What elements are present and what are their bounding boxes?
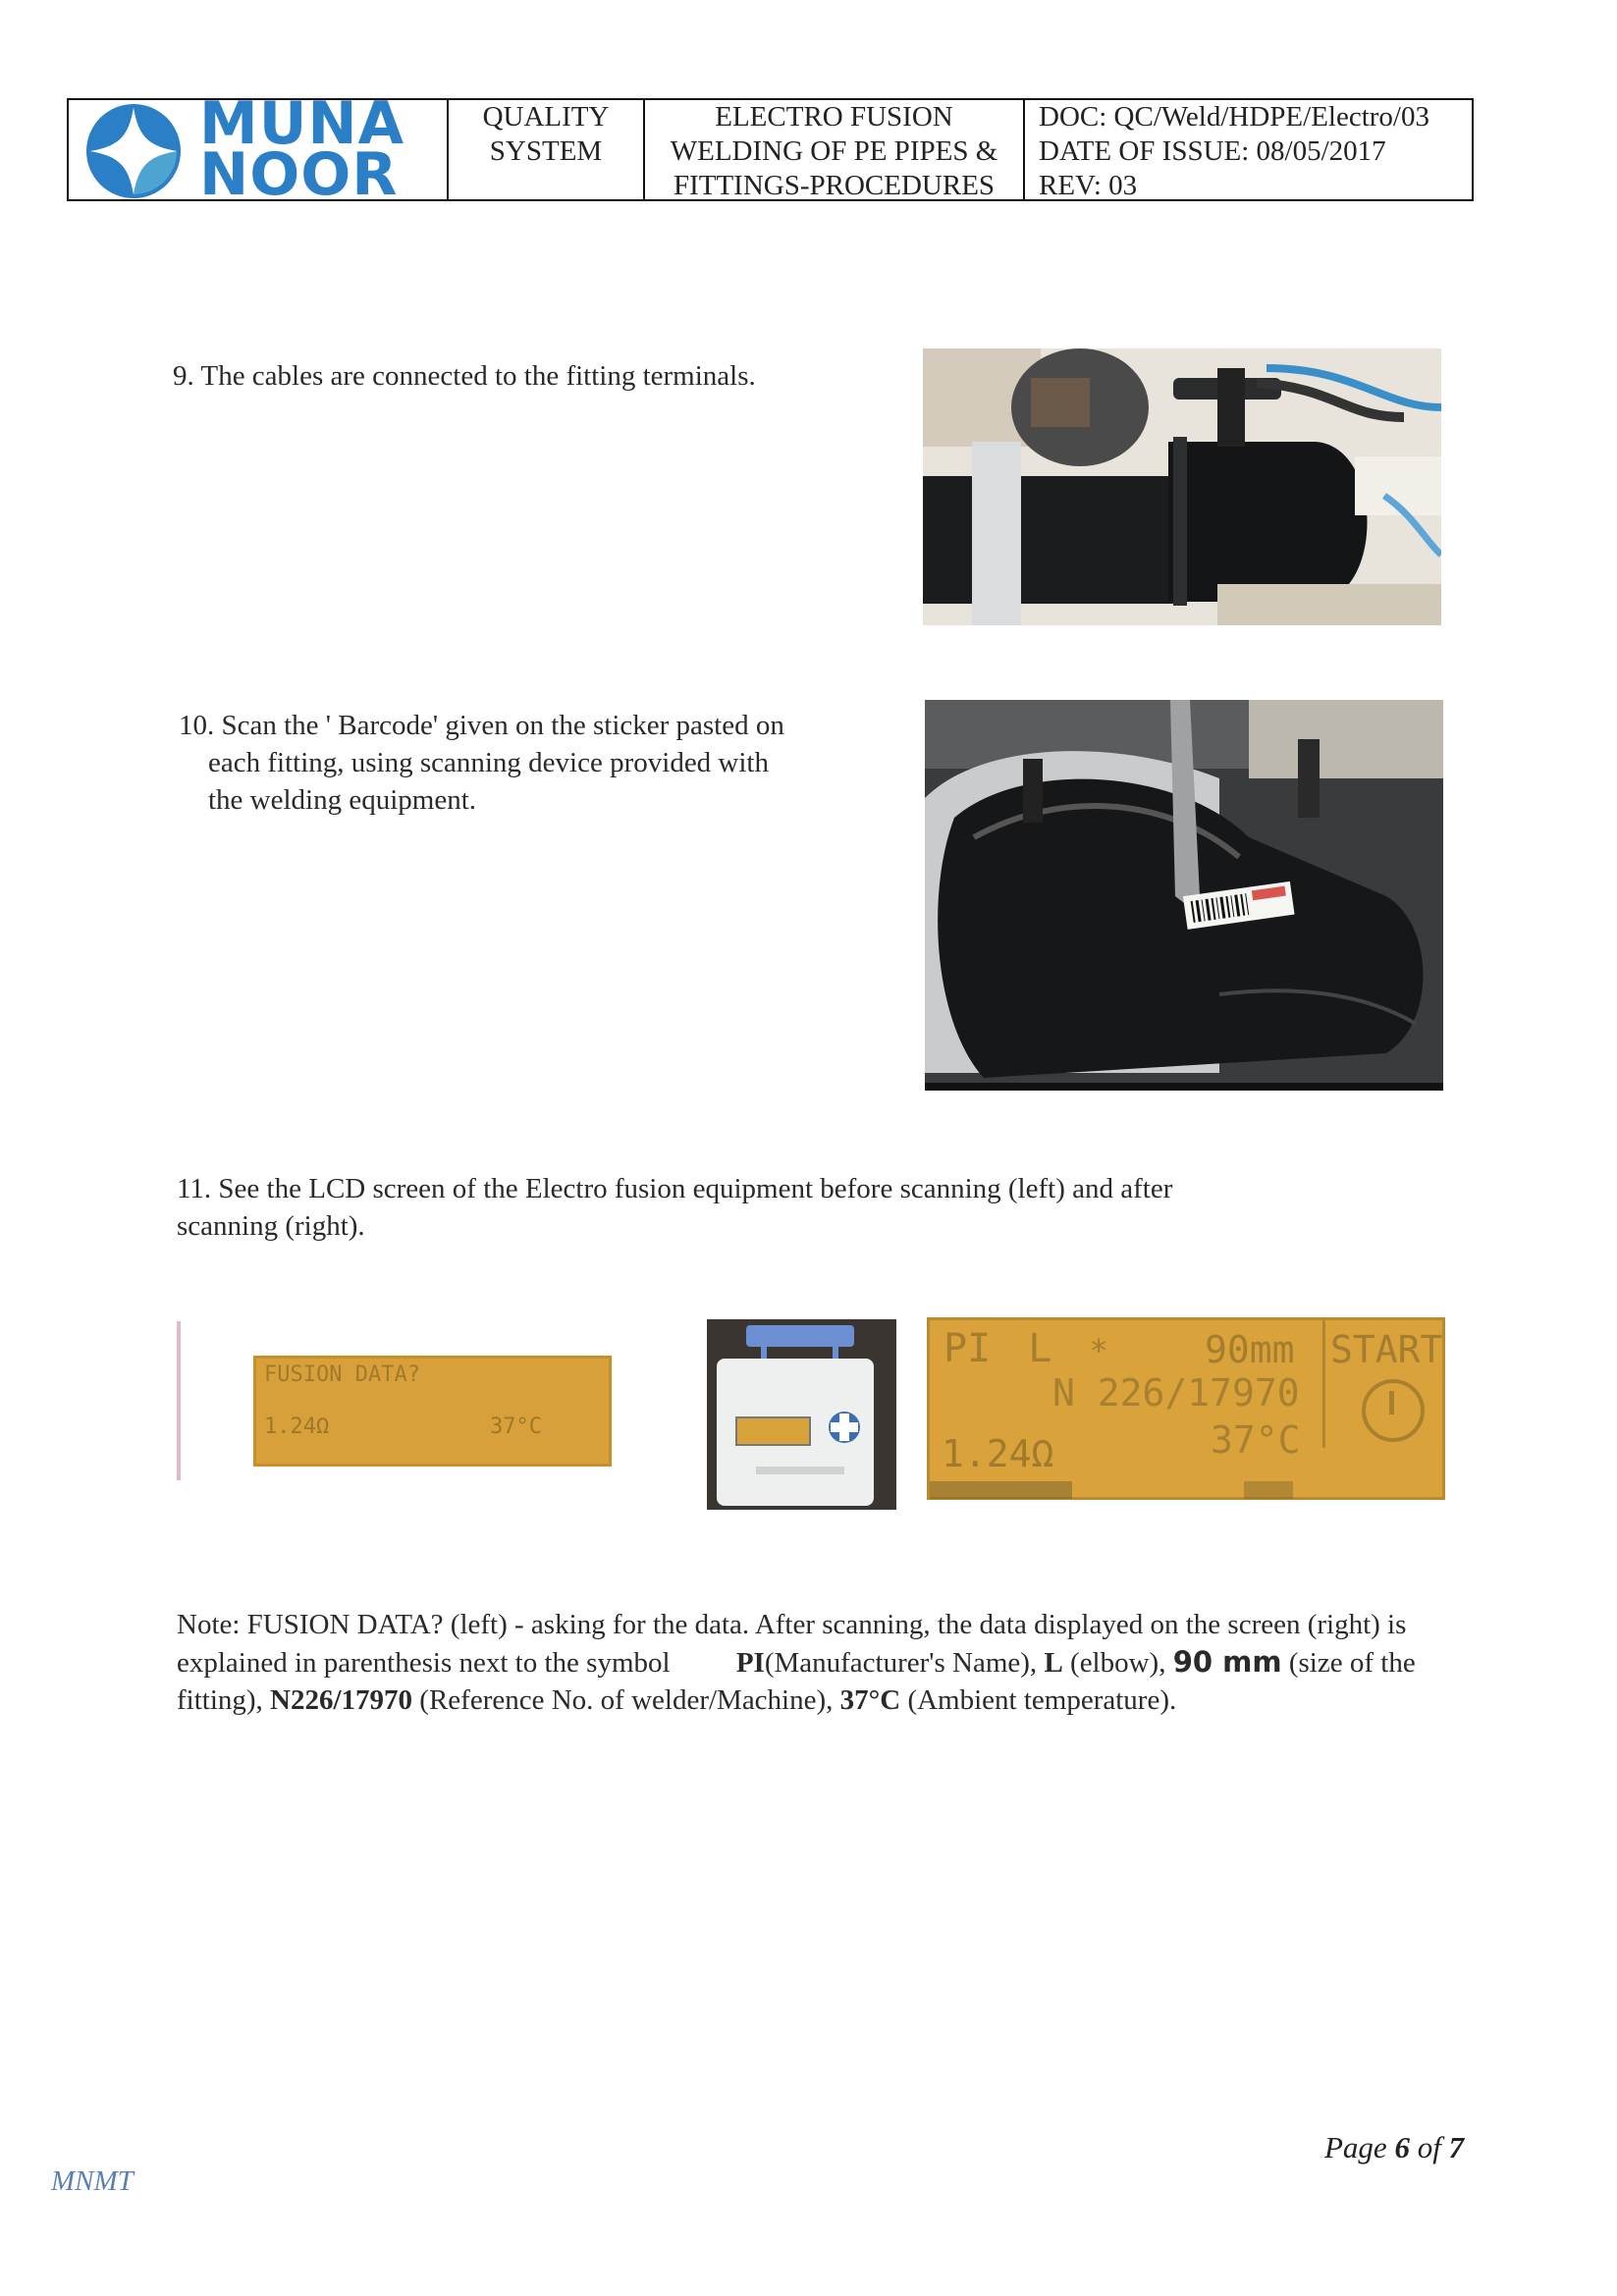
note-part-1: Note: FUSION DATA? (left) - asking for the data. After scanning, the data displayed on the	[177, 1609, 1221, 1640]
lcd-left-temp: 37°C	[490, 1415, 542, 1439]
note-ref-desc: (Reference No. of welder/Machine),	[419, 1684, 834, 1716]
lcd-start: START	[1330, 1328, 1443, 1371]
photo-fusion-machine	[707, 1319, 896, 1510]
step-10-line-3: the welding equipment.	[208, 784, 477, 816]
lcd-l: L	[1028, 1326, 1052, 1371]
logo-wordmark	[199, 89, 405, 209]
note-l-desc: (elbow),	[1070, 1647, 1166, 1679]
revision: REV: 03	[1039, 170, 1138, 201]
lcd-star: *	[1089, 1332, 1108, 1369]
left-edge-mark	[177, 1321, 181, 1480]
quality-system-cell	[449, 100, 645, 199]
page-prefix: Page	[1324, 2130, 1387, 2164]
lcd-size: 90mm	[1205, 1328, 1295, 1371]
document-info-cell	[1025, 100, 1472, 199]
lcd-status-bar-left	[930, 1481, 1072, 1499]
title-line-2: WELDING OF PE PIPES &	[670, 135, 998, 167]
logo-line-1: MUNA	[199, 89, 405, 158]
footer-code: MNMT	[51, 2165, 134, 2197]
page-total: 7	[1448, 2130, 1465, 2164]
muna-noor-logo-icon	[84, 102, 183, 200]
lcd-ref: N 226/17970	[1052, 1371, 1300, 1415]
step-10-line-1: 10. Scan the ' Barcode' given on the sticker pasted on	[179, 710, 784, 741]
lcd-before-scanning	[253, 1356, 612, 1467]
lcd-status-bar-right	[1244, 1481, 1293, 1499]
step-10-text	[179, 707, 784, 819]
doc-number: DOC: QC/Weld/HDPE/Electro/03	[1039, 101, 1429, 133]
lcd-left-ohm: 1.24Ω	[264, 1415, 330, 1439]
page-current: 6	[1394, 2130, 1410, 2164]
step-9-text: 9. The cables are connected to the fitting terminals.	[173, 360, 756, 392]
lcd-pi-label	[943, 1326, 1108, 1371]
title-line-1: ELECTRO FUSION	[715, 101, 953, 133]
lcd-ohm: 1.24Ω	[942, 1432, 1054, 1475]
power-icon	[1362, 1379, 1425, 1442]
step-10-line-2: each fitting, using scanning device provided with	[208, 747, 769, 778]
photo-barcode-scanning	[925, 700, 1443, 1091]
lcd-left-line-1: FUSION DATA?	[264, 1362, 420, 1387]
lcd-temp: 37°C	[1211, 1418, 1301, 1462]
page-of: of	[1417, 2130, 1441, 2164]
note-temp-desc: (Ambient temperature).	[907, 1684, 1177, 1716]
lcd-after-scanning	[927, 1317, 1445, 1500]
note-l: L	[1044, 1647, 1063, 1679]
document-title-cell	[645, 100, 1025, 199]
note-size-desc: (size of the fitting),	[177, 1647, 1416, 1716]
page-number	[1324, 2130, 1464, 2165]
title-line-3: FITTINGS-PROCEDURES	[673, 170, 996, 201]
note-ref: N226/17970	[270, 1684, 413, 1716]
note-part-2: screen (right) is explained in parenthesis next to the symbol	[177, 1609, 1407, 1679]
quality-line-1: QUALITY	[482, 101, 610, 133]
photo-cables-connected	[923, 348, 1441, 625]
note-pi: PI	[735, 1647, 765, 1679]
note-size: 90 mm	[1172, 1645, 1282, 1679]
logo-line-2: NOOR	[199, 140, 399, 209]
date-of-issue: DATE OF ISSUE: 08/05/2017	[1039, 135, 1386, 167]
quality-line-2: SYSTEM	[489, 135, 603, 167]
logo-cell	[69, 89, 449, 209]
step-11-line-2: scanning (right).	[177, 1210, 365, 1242]
note-pi-desc: (Manufacturer's Name),	[764, 1647, 1038, 1679]
step-11-line-1: 11. See the LCD screen of the Electro fusion equipment before scanning (left) and after	[177, 1173, 1173, 1204]
document-header	[67, 89, 1474, 209]
step-11-text	[177, 1170, 1172, 1245]
lcd-pi: PI	[943, 1326, 992, 1371]
note-temp: 37°C	[839, 1684, 901, 1716]
lcd-divider	[1322, 1320, 1325, 1448]
note-paragraph	[177, 1606, 1443, 1719]
